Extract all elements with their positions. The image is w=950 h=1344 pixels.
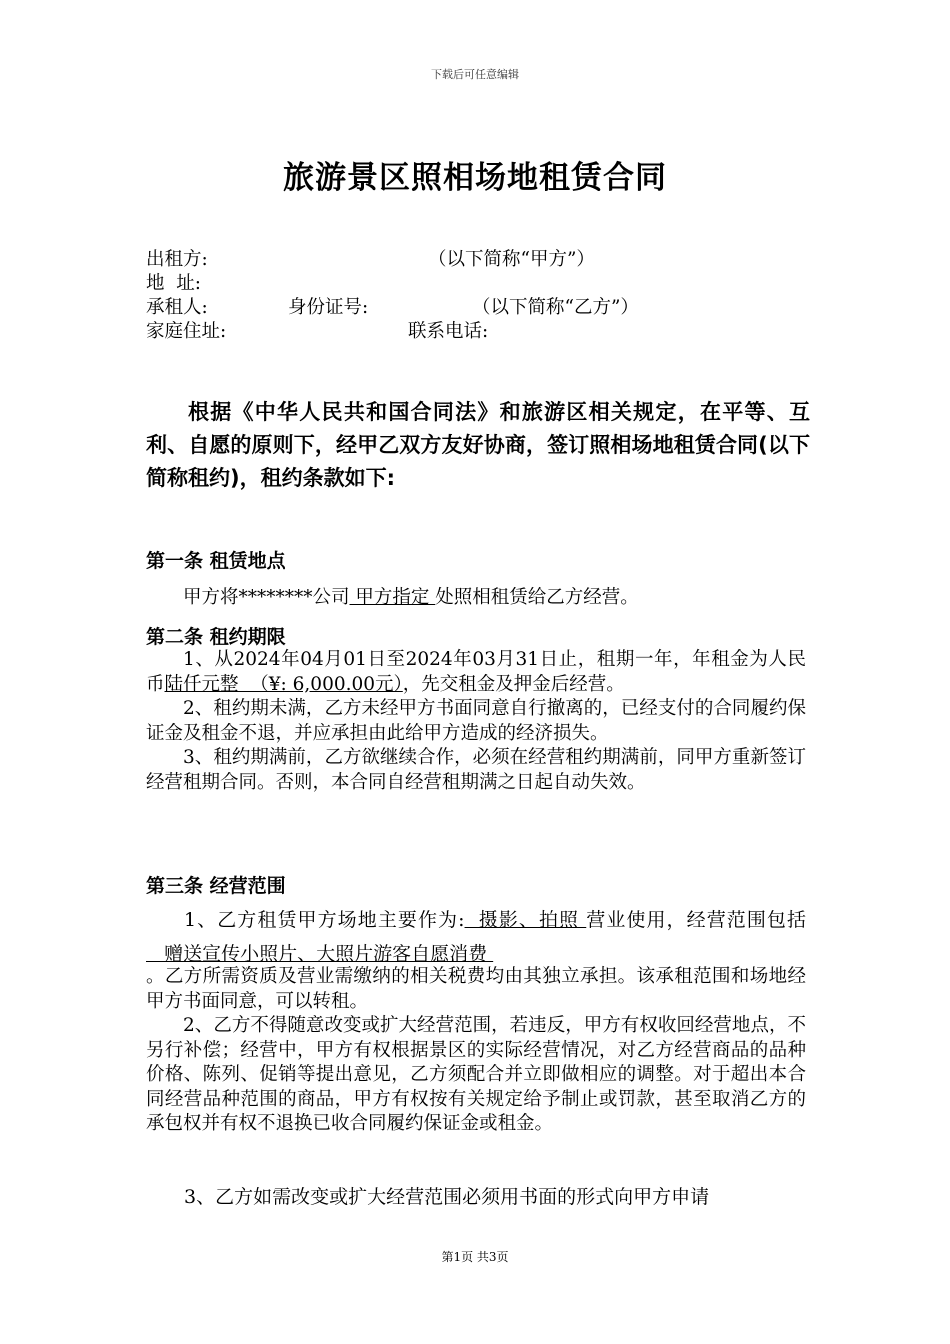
parties-block xyxy=(146,248,826,344)
phone-label: 联系电话: xyxy=(408,321,489,342)
article3-p1-c: 。乙方所需资质及营业需缴纳的相关税费均由其独立承担。该承租范围和场地经甲方书面同意，可以转租。 xyxy=(146,966,806,1012)
article3-p1-u2: 赠送宣传小照片、大照片游客自愿消费 xyxy=(146,943,494,965)
article3-p1-block xyxy=(146,903,806,971)
intro-text: 根据《中华人民共和国合同法》和旅游区相关规定，在平等、互利、自愿的原则下，经甲乙双方友好协商，签订照相场地租赁合同(以下简称租约)，租约条款如下: xyxy=(146,400,810,490)
article1-heading: 第一条 租赁地点 xyxy=(146,550,286,572)
lessee-alias: （以下简称“乙方”） xyxy=(472,297,639,318)
intro-paragraph xyxy=(146,396,810,495)
home-label: 家庭住址: xyxy=(146,321,227,342)
lessee-row xyxy=(146,296,826,320)
article2-p2: 2、租约期未满，乙方未经甲方书面同意自行撤离的，已经支付的合同履约保证金及租金不退，并应承担由此给甲方造成的经济损失。 xyxy=(146,698,806,744)
address-label: 地 址: xyxy=(146,273,201,294)
article1-body xyxy=(146,586,806,611)
article3-p3-block xyxy=(146,1180,806,1214)
lessor-row xyxy=(146,248,826,272)
lessee-label: 承租人: xyxy=(146,297,208,318)
article3-p1-a: 1、乙方租赁甲方场地主要作为: xyxy=(184,909,465,931)
article2-p1-before: 1、从2024年04月01日至2024年03月31日止，租期一年，年租金为人民币 xyxy=(146,649,806,695)
article1-text-after: 处照相租赁给乙方经营。 xyxy=(435,587,639,608)
lessor-alias: （以下简称“甲方”） xyxy=(428,249,595,270)
header-note: 下载后可任意编辑 xyxy=(431,68,519,81)
article2-heading: 第二条 租约期限 xyxy=(146,626,286,648)
article2-p1-underlined: 陆仟元整 （¥: 6,000.00元） xyxy=(164,673,403,695)
article3-heading: 第三条 经营范围 xyxy=(146,875,286,897)
page-footer: 第1页 共3页 xyxy=(441,1250,509,1264)
article3-body xyxy=(146,965,806,1137)
address-row xyxy=(146,272,826,296)
article1-underlined: 甲方指定 xyxy=(349,587,436,608)
article1-text-before: 甲方将********公司 xyxy=(183,587,350,608)
article3-p1-b: 营业使用，经营范围包括 xyxy=(586,909,806,931)
home-row xyxy=(146,320,826,344)
article2-p1-after: ，先交租金及押金后经营。 xyxy=(402,673,625,695)
article3-p3: 3、乙方如需改变或扩大经营范围必须用书面的形式向甲方申请 xyxy=(184,1186,710,1208)
article2-p3: 3、租约期满前，乙方欲继续合作，必须在经营租约期满前，同甲方重新签订经营租期合同。否则，本合同自经营租期满之日起自动失效。 xyxy=(146,747,806,793)
id-label: 身份证号: xyxy=(288,297,369,318)
article2-body xyxy=(146,648,806,795)
article3-p2: 2、乙方不得随意改变或扩大经营范围，若违反，甲方有权收回经营地点，不另行补偿；经营中，甲方有权根据景区的实际经营情况，对乙方经营商品的品种价格、陈列、促销等提出意见，乙方须配合并立即做相应的调整。对于超出本合同经营品种范围的商品，甲方有权按有关规定给予制止或罚款，甚至取消乙方的承包权并有权不退换已收合同履约保证金或租金。 xyxy=(146,1015,806,1134)
lessor-label: 出租方: xyxy=(146,249,208,270)
article3-p1-u1: 摄影、拍照 xyxy=(464,909,587,931)
contract-title: 旅游景区照相场地租赁合同 xyxy=(283,160,667,196)
